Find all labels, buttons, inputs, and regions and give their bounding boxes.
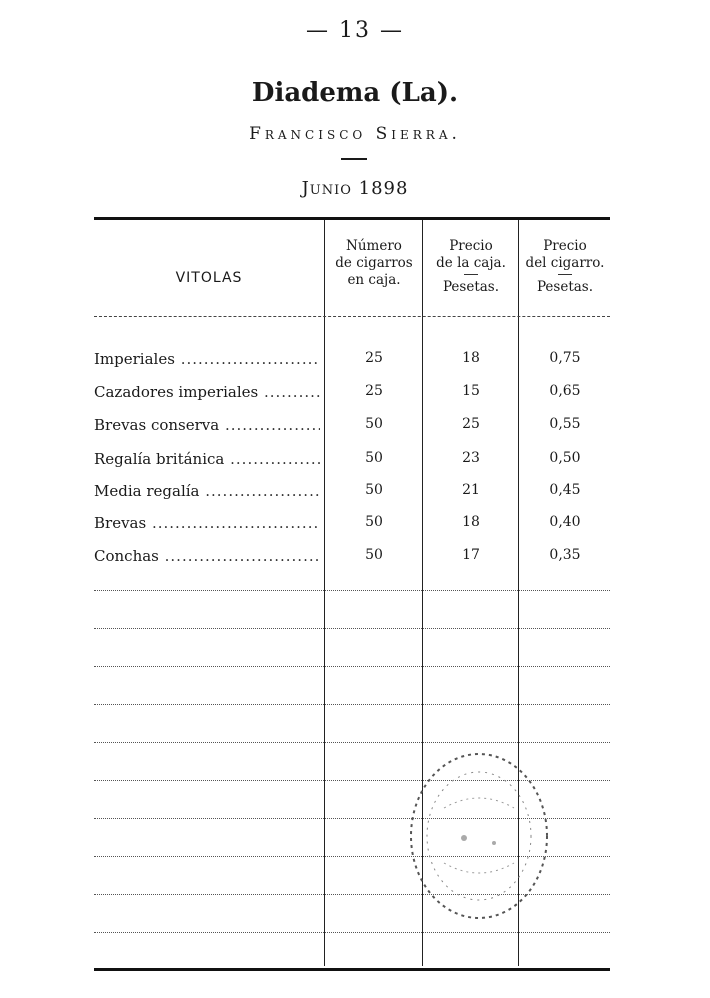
header-dash <box>558 274 572 275</box>
empty-line <box>94 666 610 667</box>
header-precio-caja <box>424 238 518 296</box>
box-price: 21 <box>462 482 480 498</box>
cigar-count: 50 <box>365 450 383 466</box>
vitola-name: Media regalía ..... <box>94 482 320 500</box>
header-precio-cigarro <box>520 238 610 296</box>
empty-line <box>94 932 610 933</box>
table-bottom-rule <box>94 968 610 971</box>
empty-line <box>94 704 610 705</box>
cigar-count: 50 <box>365 514 383 530</box>
cigar-price: 0,35 <box>549 547 581 563</box>
table-row <box>94 547 610 569</box>
vitola-name: Imperiales ..... <box>94 350 320 368</box>
header-precio-caja-unit: Pesetas. <box>442 279 500 295</box>
header-precio-cigarro-unit: Pesetas. <box>536 279 594 295</box>
header-numero-line1: Número <box>346 238 402 254</box>
cigar-price: 0,40 <box>549 514 581 530</box>
box-price: 25 <box>462 416 480 432</box>
header-dash <box>464 274 478 275</box>
page-number: — 13 — <box>306 18 404 43</box>
table-row <box>94 416 610 438</box>
box-price: 15 <box>462 383 480 399</box>
table-row <box>94 383 610 405</box>
library-stamp-icon <box>404 748 554 923</box>
cigar-price: 0,75 <box>549 350 581 366</box>
table-row <box>94 350 610 372</box>
table-top-rule <box>94 217 610 220</box>
cigar-count: 25 <box>365 350 383 366</box>
header-precio-cigarro-line1: Precio <box>543 238 587 254</box>
box-price: 18 <box>462 350 480 366</box>
empty-line <box>94 590 610 591</box>
vitola-name: Regalía británica ..... <box>94 450 320 468</box>
table-row <box>94 514 610 536</box>
cigar-price: 0,45 <box>549 482 581 498</box>
vitola-name: Brevas conserva ..... <box>94 416 320 434</box>
header-precio-caja-line2: de la caja. <box>436 255 506 271</box>
box-price: 18 <box>462 514 480 530</box>
empty-line <box>94 742 610 743</box>
header-numero-line3: en caja. <box>347 272 401 288</box>
header-numero-line2: de cigarros <box>335 255 413 271</box>
box-price: 17 <box>462 547 480 563</box>
vitola-name: Conchas ..... <box>94 547 320 565</box>
brand-title: Diadema (La). <box>251 78 459 108</box>
cigar-price: 0,50 <box>549 450 581 466</box>
cigar-price: 0,55 <box>549 416 581 432</box>
cigar-price: 0,65 <box>549 383 581 399</box>
title-divider <box>341 158 367 160</box>
header-vitolas: VITOLAS <box>175 270 243 286</box>
cigar-count: 50 <box>365 416 383 432</box>
header-numero <box>326 238 422 289</box>
empty-line <box>94 628 610 629</box>
box-price: 23 <box>462 450 480 466</box>
date-line: Junio 1898 <box>301 178 409 199</box>
vitola-name: Brevas ..... <box>94 514 320 532</box>
cigar-count: 50 <box>365 547 383 563</box>
table-row <box>94 450 610 472</box>
maker-name: Francisco Sierra. <box>249 124 461 144</box>
cigar-count: 25 <box>365 383 383 399</box>
vitola-name: Cazadores imperiales ..... <box>94 383 320 401</box>
table-row <box>94 482 610 504</box>
header-precio-caja-line1: Precio <box>449 238 493 254</box>
header-precio-cigarro-line2: del cigarro. <box>525 255 605 271</box>
column-divider-1 <box>324 220 325 966</box>
cigar-count: 50 <box>365 482 383 498</box>
header-bottom-rule <box>94 316 610 317</box>
